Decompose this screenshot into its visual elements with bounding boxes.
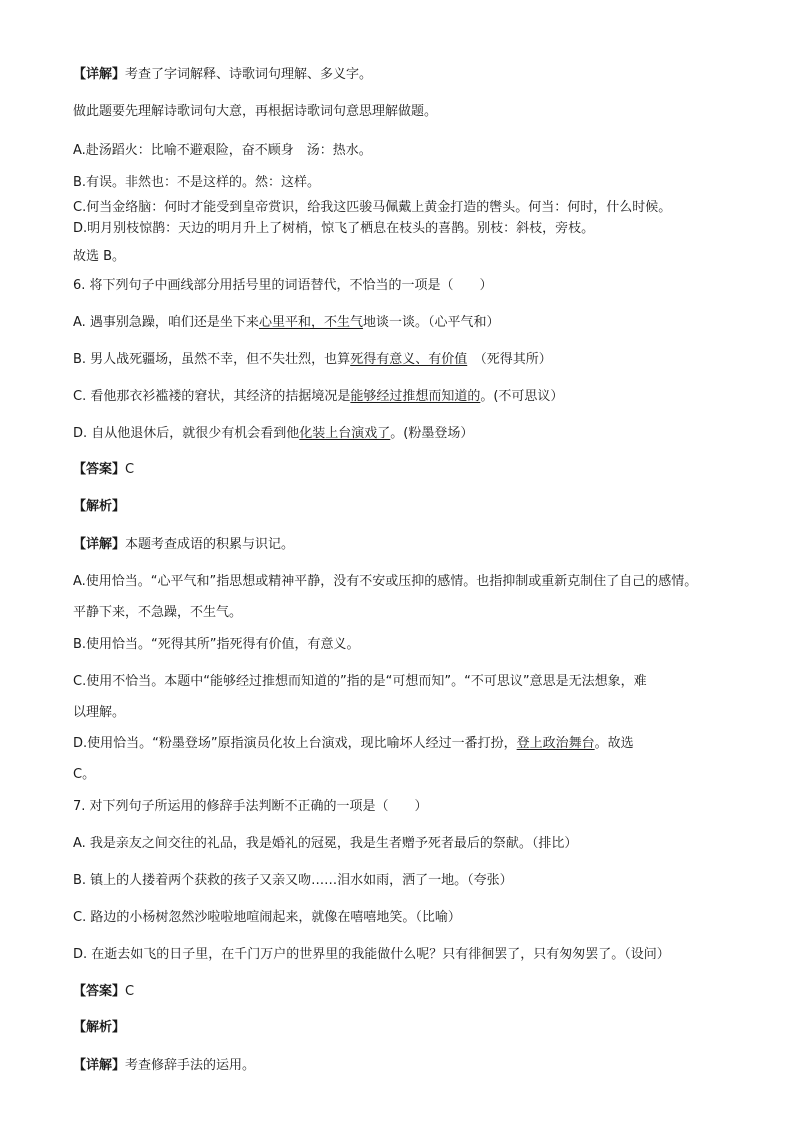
question-7-option-d: D. 在逝去如飞的日子里，在千门万户的世界里的我能做什么呢？只有徘徊罢了，只有匆匆罢了。（设问） (73, 947, 670, 962)
option-c-explain: C.何当金络脑：何时才能受到皇帝赏识，给我这匹骏马佩戴上黄金打造的辔头。何当：何时，什么时候。 (73, 200, 672, 215)
underlined-text: 能够经过推想而知道的 (350, 389, 481, 404)
option-text-tail: （死得其所） (467, 352, 552, 367)
analysis-line-q6 (73, 498, 125, 516)
detail-tag: 【详解】 (73, 537, 126, 552)
detail-text: 考查修辞手法的运用。 (125, 1058, 256, 1073)
detail-tag: 【详解】 (73, 1058, 126, 1073)
question-6-option-d (73, 425, 473, 443)
question-6-option-b (73, 351, 552, 369)
explain-text: D.使用恰当。“粉墨登场”原指演员化妆上台演戏，现比喻坏人经过一番打扮， (73, 736, 517, 751)
question-6-option-c (73, 388, 563, 406)
question-7-option-c: C. 路边的小杨树忽然沙啦啦地喧闹起来，就像在嘻嘻地笑。（比喻） (73, 910, 461, 925)
analysis-tag: 【解析】 (73, 499, 126, 514)
option-text-tail: 地谈一谈。（心平气和） (362, 315, 500, 330)
answer-tag: 【答案】 (73, 984, 126, 999)
underlined-text: 死得有意义、有价值 (350, 352, 468, 367)
option-text: D. 自从他退休后，就很少有机会看到他 (73, 426, 300, 441)
explain-d-line1 (73, 735, 634, 753)
detail-text: 本题考查成语的积累与识记。 (125, 537, 295, 552)
explain-a-line1: A.使用恰当。“心平气和”指思想或精神平静，没有不安或压抑的感情。也指抑制或重新克制住了自己的感情。 (73, 574, 698, 589)
explain-c-line2: 以理解。 (73, 705, 126, 720)
detail-line-q7 (73, 1057, 255, 1075)
option-a-explain: A.赴汤蹈火：比喻不避艰险，奋不顾身 汤：热水。 (73, 143, 372, 158)
question-7-stem: 7. 对下列句子所运用的修辞手法判断不正确的一项是（ ） (73, 799, 428, 814)
question-7-option-a: A. 我是亲友之间交往的礼品，我是婚礼的冠冕，我是生者赠予死者最后的祭献。（排比） (73, 836, 578, 851)
underlined-text: 登上政治舞台 (516, 736, 595, 751)
explain-c-line1: C.使用不恰当。本题中“能够经过推想而知道的”指的是“可想而知”。“不可思议”意思是无法想象，难 (73, 674, 647, 689)
detail-tag: 【详解】 (73, 67, 126, 82)
question-7-option-b: B. 镇上的人搂着两个获救的孩子又亲又吻……泪水如雨，洒了一地。（夸张） (73, 873, 513, 888)
answer-tag: 【答案】 (73, 462, 126, 477)
option-text-tail: 。(不可思议） (480, 389, 564, 404)
question-6-option-a (73, 314, 499, 332)
explanation-line: 做此题要先理解诗歌词句大意，再根据诗歌词句意思理解做题。 (73, 104, 438, 119)
option-text: C. 看他那衣衫褴褛的窘状，其经济的拮据境况是 (73, 389, 351, 404)
answer-line-q7 (73, 983, 134, 1001)
explain-b: B.使用恰当。“死得其所”指死得有价值，有意义。 (73, 637, 360, 652)
explain-d-line2: C。 (73, 767, 96, 782)
option-d-explain: D.明月别枝惊鹊：天边的明月升上了树梢，惊飞了栖息在枝头的喜鹊。别枝：斜枝，旁枝。 (73, 221, 595, 236)
option-text: B. 男人战死疆场，虽然不幸，但不失壮烈，也算 (73, 352, 351, 367)
explain-a-line2: 平静下来，不急躁，不生气。 (73, 605, 243, 620)
answer-text: C (125, 984, 135, 999)
explain-text-tail: 。故选 (594, 736, 634, 751)
option-text: A. 遇事别急躁，咱们还是坐下来 (73, 315, 259, 330)
analysis-tag: 【解析】 (73, 1020, 126, 1035)
analysis-line-q7 (73, 1019, 125, 1037)
option-b-explain: B.有误。非然也：不是这样的。然：这样。 (73, 175, 321, 190)
underlined-text: 化装上台演戏了 (299, 426, 391, 441)
answer-text: C (125, 462, 135, 477)
detail-text: 考查了字词解释、诗歌词句理解、多义字。 (125, 67, 373, 82)
question-6-stem: 6. 将下列句子中画线部分用括号里的词语替代，不恰当的一项是（ ） (73, 278, 493, 293)
conclusion-line: 故选 B。 (73, 249, 126, 264)
detail-line-q6 (73, 536, 294, 554)
option-text-tail: 。(粉墨登场） (390, 426, 474, 441)
detail-line-q5 (73, 66, 372, 84)
underlined-text: 心里平和，不生气 (258, 315, 363, 330)
answer-line-q6 (73, 461, 134, 479)
